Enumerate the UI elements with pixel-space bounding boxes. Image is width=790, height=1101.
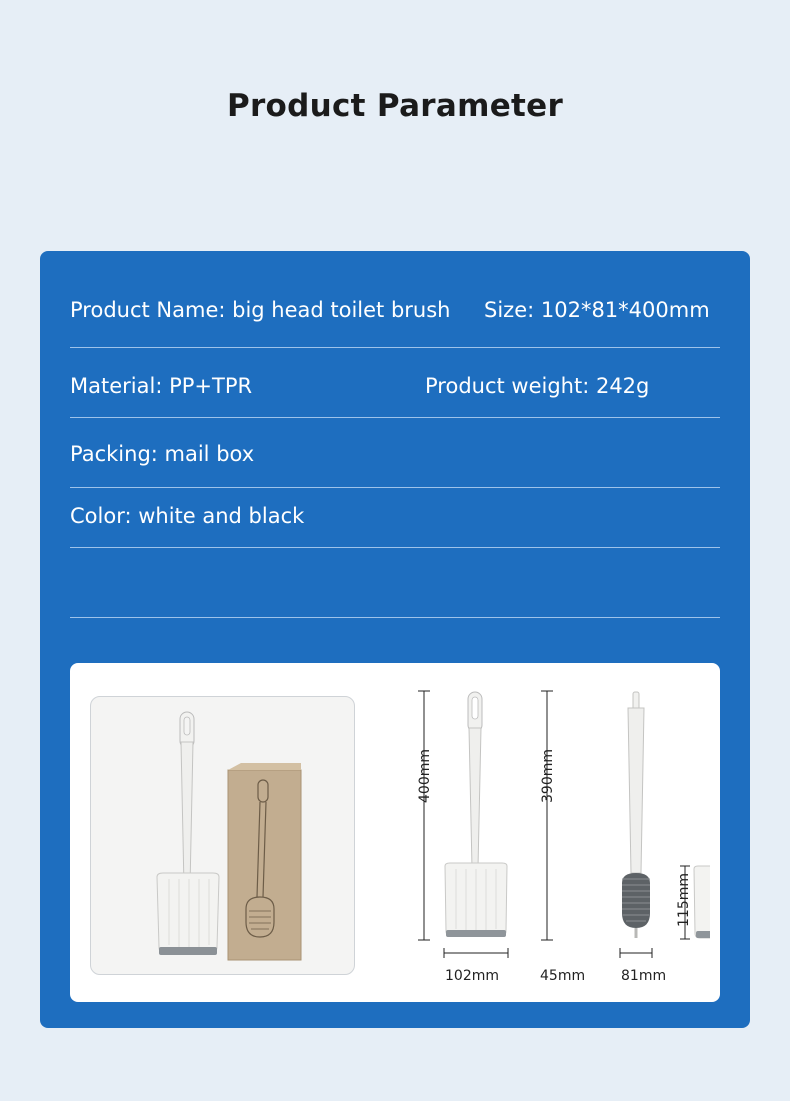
divider [70, 487, 720, 488]
divider [70, 617, 720, 618]
height-holder-label: 115mm [676, 873, 692, 927]
product-name-text: Product Name: big head toilet brush [70, 298, 451, 322]
height-brush-label: 390mm [540, 749, 556, 803]
weight-text: Product weight: 242g [425, 374, 650, 398]
packing-text: Packing: mail box [70, 442, 255, 466]
parameter-panel [40, 251, 750, 1028]
width-holder-label: 81mm [621, 968, 667, 984]
width-brush-label: 45mm [540, 968, 586, 984]
product-photo [90, 696, 355, 975]
size-text: Size: 102*81*400mm [484, 298, 710, 322]
material-text: Material: PP+TPR [70, 374, 253, 398]
divider [70, 417, 720, 418]
product-image-card [70, 663, 720, 1002]
page-title: Product Parameter [226, 88, 564, 124]
width-base-label: 102mm [445, 968, 499, 984]
divider [70, 547, 720, 548]
divider [70, 347, 720, 348]
height-full-label: 400mm [417, 749, 433, 803]
color-text: Color: white and black [70, 504, 305, 528]
dimension-diagram [400, 683, 710, 983]
